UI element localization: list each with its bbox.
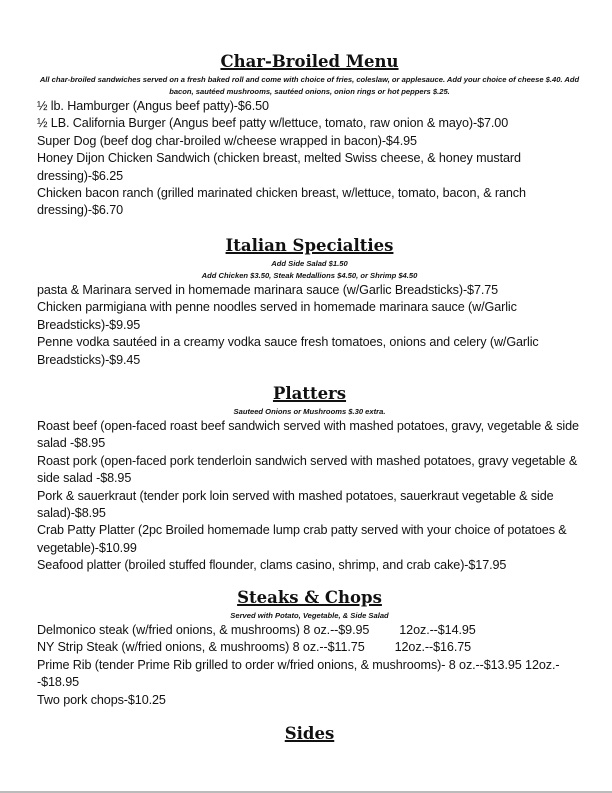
menu-item: ½ LB. California Burger (Angus beef patty w/lettuce, tomato, raw onion & mayo)-$7.00 <box>37 116 509 131</box>
menu-item: ½ lb. Hamburger (Angus beef patty)-$6.50 <box>37 99 269 113</box>
section-title: Italian Specialties <box>225 236 394 255</box>
menu-item <box>37 639 582 656</box>
section-title: Char-Broiled Menu <box>220 52 399 71</box>
section-sides <box>37 724 582 746</box>
item-text: Delmonico steak (w/fried onions, & mushrooms) 8 oz.--$9.95 <box>37 623 370 637</box>
menu-item: Penne vodka sautéed in a creamy vodka sauce fresh tomatoes, onions and celery (w/Garlic Breadsticks)-$9.45 <box>37 335 539 367</box>
section-platters <box>37 384 582 575</box>
menu-item: Two pork chops-$10.25 <box>37 692 166 707</box>
section-title: Platters <box>272 384 347 403</box>
item-extra-price: 12oz.--$14.95 <box>399 623 476 637</box>
section-char-broiled <box>37 52 582 220</box>
menu-item: Honey Dijon Chicken Sandwich (chicken breast, melted Swiss cheese, & honey mustard dressing)-$6.25 <box>37 151 521 183</box>
menu-item: Prime Rib (tender Prime Rib grilled to order w/fried onions, & mushrooms)- 8 oz.--$13.95 12oz.--$18.95 <box>37 657 560 690</box>
section-note: Add Chicken $3.50, Steak Medallions $4.50, or Shrimp $4.50 <box>201 271 418 280</box>
section-italian <box>37 236 582 369</box>
section-title: Sides <box>284 724 335 743</box>
section-note: Served with Potato, Vegetable, & Side Salad <box>230 611 389 620</box>
menu-item: Chicken bacon ranch (grilled marinated chicken breast, w/lettuce, tomato, bacon, & ranch dressing)-$6.70 <box>37 186 526 218</box>
menu-item: Chicken parmigiana with penne noodles served in homemade marinara sauce (w/Garlic Breadsticks)-$9.95 <box>37 300 517 332</box>
menu-item: Seafood platter (broiled stuffed flounder, clams casino, shrimp, and crab cake)-$17.95 <box>37 558 507 573</box>
menu-item: Crab Patty Platter (2pc Broiled homemade lump crab patty served with your choice of potatoes & vegetable)-$10.99 <box>37 523 567 555</box>
menu-item: Super Dog (beef dog char-broiled w/cheese wrapped in bacon)-$4.95 <box>37 133 417 148</box>
menu-item: pasta & Marinara served in homemade marinara sauce (w/Garlic Breadsticks)-$7.75 <box>37 283 499 297</box>
menu-item <box>37 622 582 639</box>
menu-item: Roast pork (open-faced pork tenderloin sandwich served with mashed potatoes, gravy vegetable & side salad -$8.95 <box>37 453 578 486</box>
section-note: Sauteed Onions or Mushrooms $.30 extra. <box>233 407 386 416</box>
section-title: Steaks & Chops <box>237 588 382 607</box>
menu-item: Pork & sauerkraut (tender pork loin served with mashed potatoes, sauerkraut vegetable & side salad)-$8.95 <box>37 488 554 521</box>
section-note: Add Side Salad $1.50 <box>271 259 348 268</box>
section-note: All char-broiled sandwiches served on a fresh baked roll and come with choice of fries, coleslaw, or applesauce. Add your choice of cheese $.40. Add bacon, sautéed mushrooms, sautéed onions, onion rings or hot peppers $.25. <box>39 75 580 96</box>
section-steaks <box>37 588 582 709</box>
item-extra-price: 12oz.--$16.75 <box>394 640 472 655</box>
item-text: NY Strip Steak (w/fried onions, & mushrooms) 8 oz.--$11.75 <box>37 640 365 655</box>
menu-item: Roast beef (open-faced roast beef sandwich served with mashed potatoes, gravy, vegetable & side salad -$8.95 <box>37 419 579 451</box>
